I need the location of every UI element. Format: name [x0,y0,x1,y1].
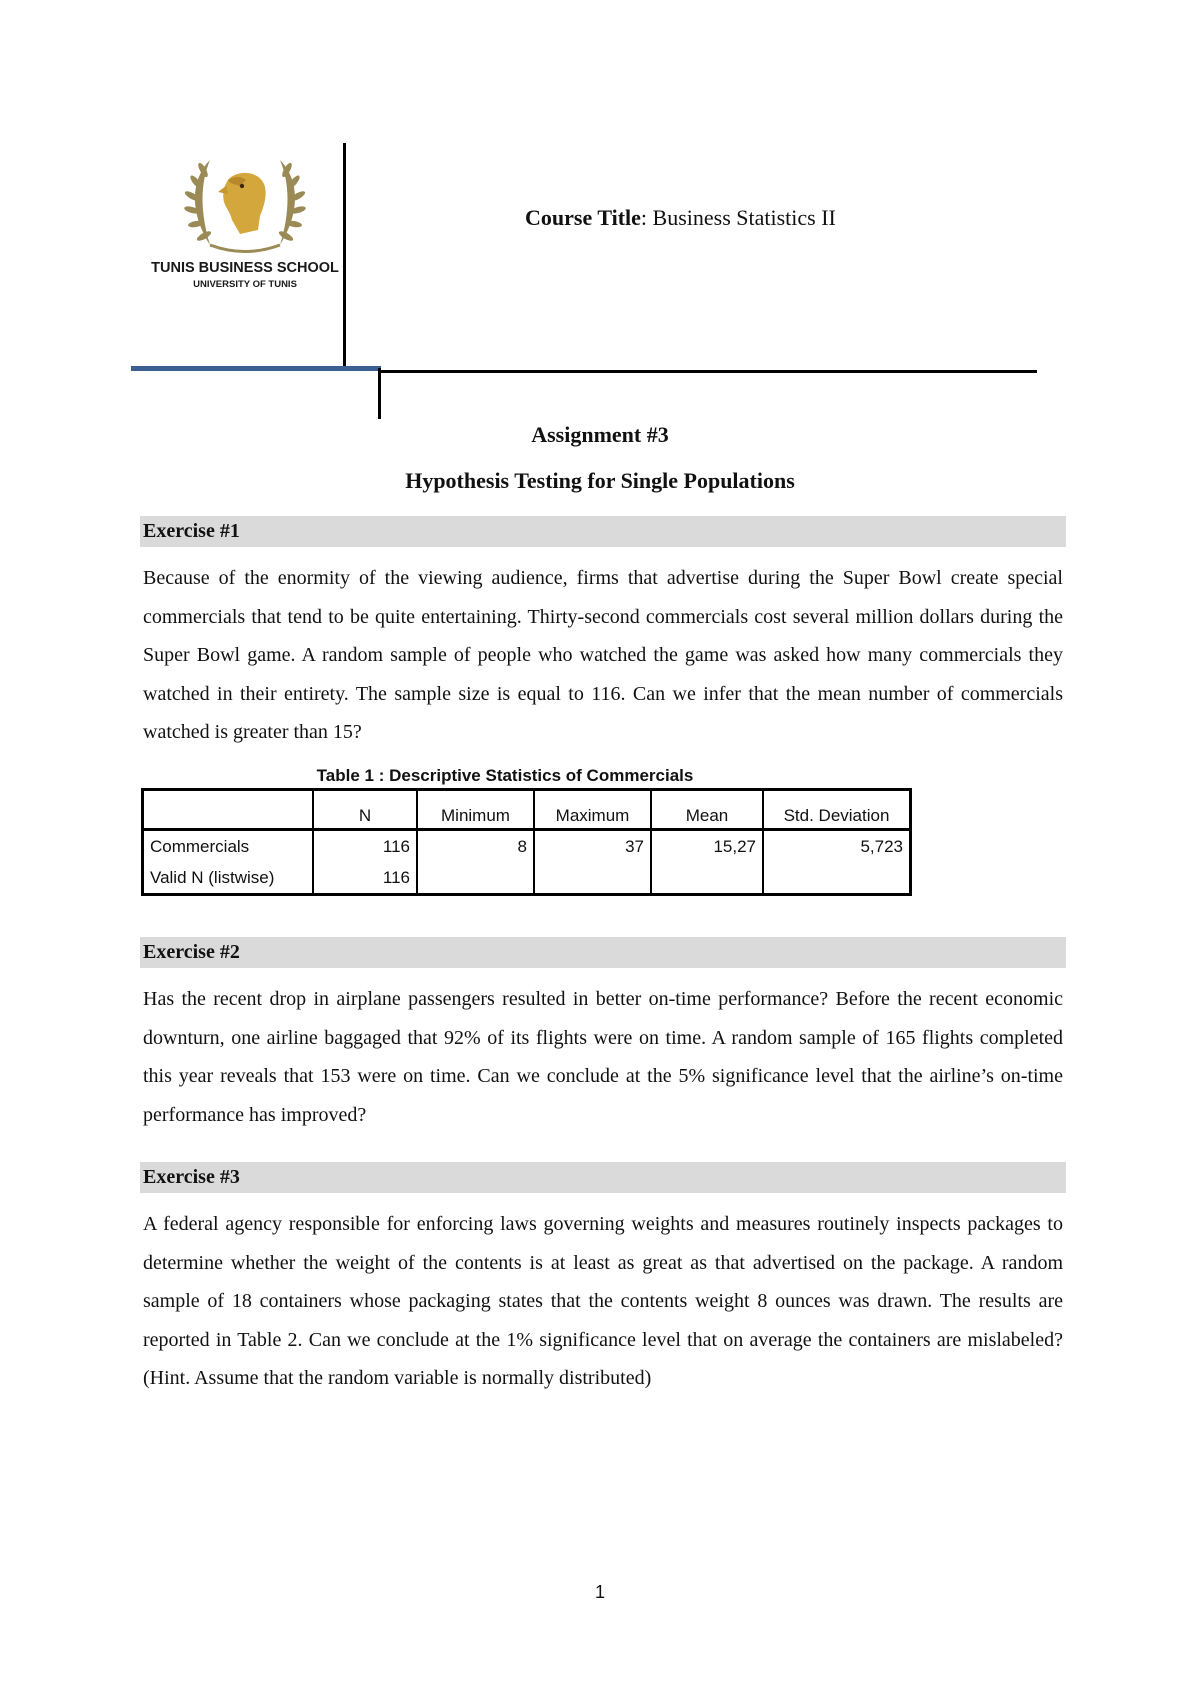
table-cell: 116 [313,863,417,895]
course-title-label: Course Title [525,205,641,230]
page-number: 1 [594,1582,605,1602]
table-cell [534,863,651,895]
table-header-cell: N [313,790,417,830]
table-header-cell [143,790,314,830]
university-name: UNIVERSITY OF TUNIS [193,279,297,290]
descriptive-statistics-table [141,788,912,896]
header-lower-vertical-rule [378,368,381,419]
exercise-1-heading: Exercise #1 [140,516,1066,547]
table-row [143,863,911,895]
table-header-row [143,790,911,830]
exercise-3-text: A federal agency responsible for enforcing laws governing weights and measures routinely inspects packages to determine whether the weight of the contents is at least as great as that advertised on the package. A random sample of 18 containers whose packaging states that the contents weight 8 ounces was drawn. The results are reported in Table 2. Can we conclude at the 1% significance level that on average the containers are mislabeled? (Hint. Assume that the random variable is normally distributed) [143,1213,1063,1389]
table-header-cell: Minimum [417,790,534,830]
course-title-value: : Business Statistics II [640,205,836,230]
table-cell [417,863,534,895]
header-blue-rule [131,366,381,371]
exercise-3-heading: Exercise #3 [140,1162,1066,1193]
table-header-cell: Maximum [534,790,651,830]
exercise-1-text: Because of the enormity of the viewing audience, firms that advertise during the Super Bowl create special commercials that tend to be quite entertaining. Thirty-second commercials cost several million dollars during the Super Bowl game. A random sample of people who watched the game was asked how many commercials they watched in their entirety. The sample size is equal to 116. Can we infer that the mean number of commercials watched is greater than 15? [143,567,1063,743]
school-logo [150,150,340,295]
table-cell: 15,27 [651,830,763,864]
table-1-caption: Table 1 : Descriptive Statistics of Commercials [316,766,694,785]
table-cell: 116 [313,830,417,864]
table-cell [651,863,763,895]
table-cell: 8 [417,830,534,864]
course-title [525,205,836,231]
assignment-subtitle: Hypothesis Testing for Single Populations [405,468,795,493]
eagle-laurel-icon [170,150,320,260]
header-vertical-rule [343,143,346,367]
table-cell: 37 [534,830,651,864]
assignment-title: Assignment #3 [531,422,669,447]
table-header-cell: Std. Deviation [763,790,911,830]
table-header-cell: Mean [651,790,763,830]
table-cell: Valid N (listwise) [143,863,314,895]
header-black-rule [381,370,1037,373]
table-cell: 5,723 [763,830,911,864]
table-cell [763,863,911,895]
exercise-2-text: Has the recent drop in airplane passengers resulted in better on-time performance? Before the recent economic downturn, one airline baggaged that 92% of its flights were on time. A random sample of 165 flights completed this year reveals that 153 were on time. Can we conclude at the 5% significance level that the airline’s on-time performance has improved? [143,988,1063,1126]
exercise-2-heading: Exercise #2 [140,937,1066,968]
table-cell: Commercials [143,830,314,864]
table-row [143,830,911,864]
school-name: TUNIS BUSINESS SCHOOL [151,260,339,276]
